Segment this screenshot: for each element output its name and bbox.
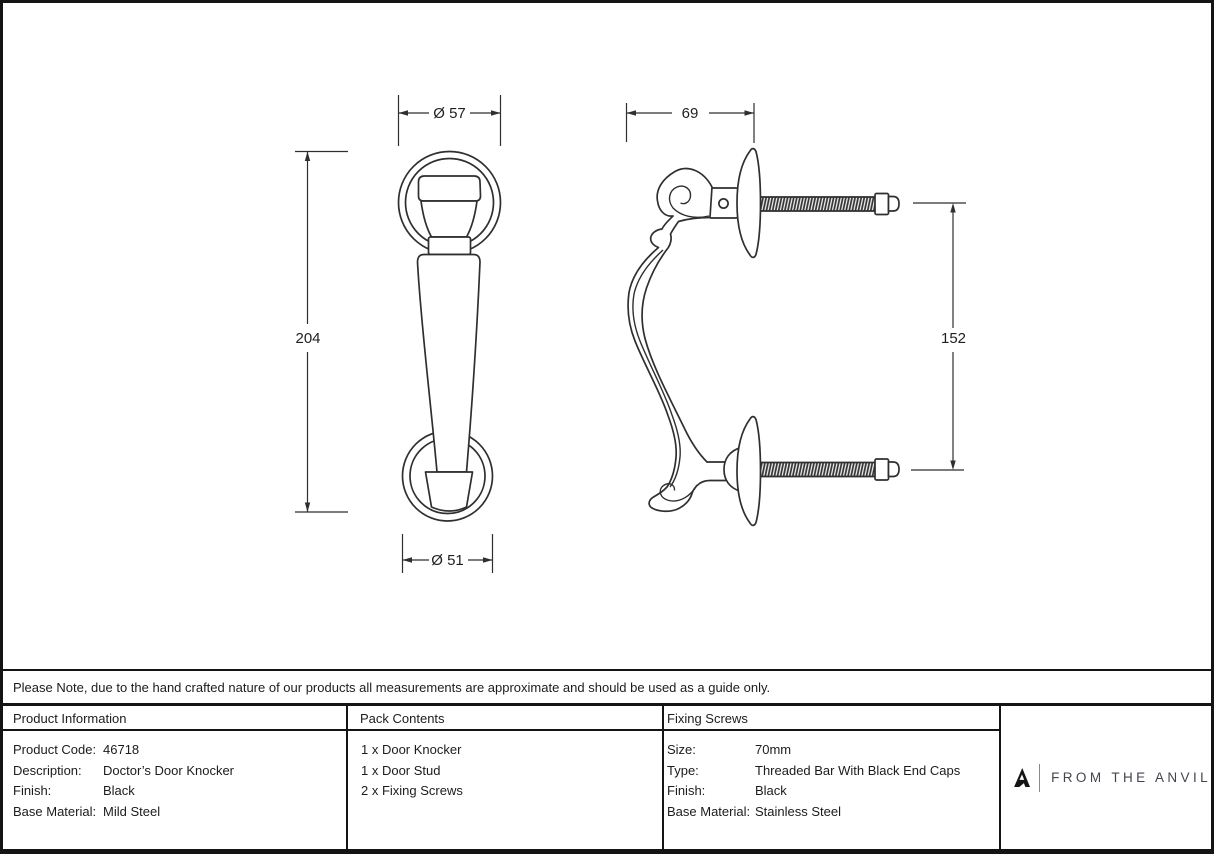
rose-plate-top <box>737 149 761 258</box>
dim-dia-top: Ø 57 <box>433 105 466 122</box>
threaded-bar-bottom <box>756 463 877 477</box>
front-knob-cap <box>419 176 481 201</box>
description-value: Doctor’s Door Knocker <box>103 762 235 778</box>
front-view <box>399 152 501 522</box>
front-collar <box>429 237 471 255</box>
base-material-value: Mild Steel <box>103 803 161 819</box>
screw-size-label: Size: <box>667 742 696 757</box>
screw-base-material-label: Base Material: <box>667 803 751 819</box>
pack-contents-list <box>361 740 463 802</box>
fixing-screws-values <box>755 740 960 822</box>
front-shaft <box>418 255 481 473</box>
screw-type-value: Threaded Bar With Black End Caps <box>755 762 961 778</box>
front-knob-neck <box>421 201 477 237</box>
brand-name: FROM THE ANVIL <box>1051 770 1211 785</box>
header-product-information: Product Information <box>13 710 127 726</box>
dim-height: 204 <box>295 330 321 347</box>
header-fixing-screws: Fixing Screws <box>667 710 748 726</box>
table-header-underline <box>0 729 1001 731</box>
brand-logo <box>1001 706 1211 849</box>
product-code-value: 46718 <box>103 742 140 757</box>
logo-divider <box>1039 764 1040 792</box>
measurement-note <box>0 669 1214 706</box>
pivot-hole <box>719 199 728 208</box>
product-info-values <box>103 740 234 822</box>
screw-type-label: Type: <box>667 762 699 778</box>
pack-item: 2 x Fixing Screws <box>361 783 463 798</box>
screw-base-material-value: Stainless Steel <box>755 803 841 819</box>
screw-size-value: 70mm <box>755 742 792 757</box>
product-info-labels <box>13 740 96 822</box>
base-material-label: Base Material: <box>13 803 97 819</box>
header-pack-contents: Pack Contents <box>360 710 445 726</box>
fixing-screws-labels <box>667 740 750 822</box>
threaded-bar-top <box>756 197 877 211</box>
front-stud <box>426 472 473 511</box>
pack-item: 1 x Door Knocker <box>361 742 462 757</box>
dim-projection: 152 <box>940 330 967 347</box>
dim-dia-bottom: Ø 51 <box>431 552 464 569</box>
description-label: Description: <box>13 762 82 778</box>
sheet-bottom-border <box>0 849 1214 854</box>
screw-finish-value: Black <box>755 783 787 798</box>
anvil-icon <box>1013 763 1031 792</box>
finish-label: Finish: <box>13 783 52 798</box>
rose-plate-bottom <box>737 417 761 526</box>
pack-item: 1 x Door Stud <box>361 762 441 778</box>
finish-value: Black <box>103 783 135 798</box>
screw-finish-label: Finish: <box>667 783 706 798</box>
end-cap-top <box>875 194 899 215</box>
measurement-note-text: Please Note, due to the hand crafted nature of our products all measurements are approximate and should be used as a guide only. <box>13 679 771 695</box>
knocker-scroll <box>628 169 733 512</box>
product-code-label: Product Code: <box>13 742 97 757</box>
side-view <box>628 149 899 526</box>
end-cap-bottom <box>875 459 899 480</box>
dim-depth: 69 <box>681 105 699 122</box>
